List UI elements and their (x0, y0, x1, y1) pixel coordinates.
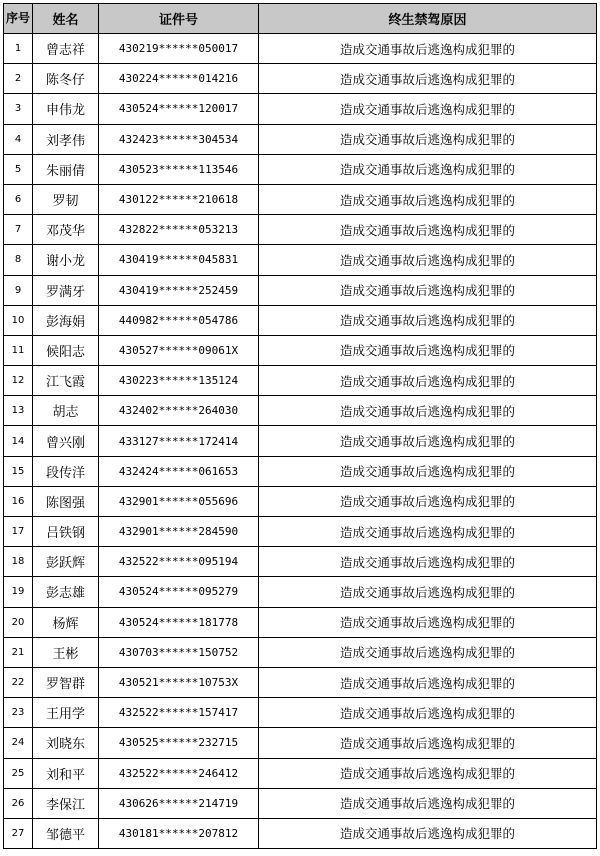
table-row (4, 818, 597, 848)
cell-id: 432522******157417 (99, 698, 259, 728)
cell-id: 430219******050017 (99, 34, 259, 64)
cell-reason: 造成交通事故后逃逸构成犯罪的 (259, 64, 597, 94)
table-row (4, 577, 597, 607)
driving-ban-table (3, 3, 597, 849)
cell-reason: 造成交通事故后逃逸构成犯罪的 (259, 758, 597, 788)
table-row (4, 788, 597, 818)
table-row (4, 547, 597, 577)
table-row (4, 637, 597, 667)
cell-reason: 造成交通事故后逃逸构成犯罪的 (259, 124, 597, 154)
cell-reason: 造成交通事故后逃逸构成犯罪的 (259, 637, 597, 667)
cell-id: 432901******284590 (99, 517, 259, 547)
cell-seq: 7 (4, 215, 33, 245)
cell-reason: 造成交通事故后逃逸构成犯罪的 (259, 275, 597, 305)
cell-id: 432901******055696 (99, 486, 259, 516)
cell-name: 罗智群 (33, 667, 99, 697)
table-row (4, 698, 597, 728)
table-row (4, 366, 597, 396)
cell-reason: 造成交通事故后逃逸构成犯罪的 (259, 154, 597, 184)
cell-name: 刘晓东 (33, 728, 99, 758)
cell-seq: 5 (4, 154, 33, 184)
table-row (4, 396, 597, 426)
cell-reason: 造成交通事故后逃逸构成犯罪的 (259, 305, 597, 335)
cell-seq: 22 (4, 667, 33, 697)
table-row (4, 728, 597, 758)
cell-reason: 造成交通事故后逃逸构成犯罪的 (259, 698, 597, 728)
cell-reason: 造成交通事故后逃逸构成犯罪的 (259, 366, 597, 396)
cell-name: 李保江 (33, 788, 99, 818)
cell-id: 430703******150752 (99, 637, 259, 667)
table-row (4, 305, 597, 335)
cell-id: 432423******304534 (99, 124, 259, 154)
cell-id: 430223******135124 (99, 366, 259, 396)
cell-reason: 造成交通事故后逃逸构成犯罪的 (259, 667, 597, 697)
cell-seq: 12 (4, 366, 33, 396)
header-seq: 序号 (4, 4, 33, 34)
cell-seq: 1 (4, 34, 33, 64)
cell-name: 彭海娟 (33, 305, 99, 335)
cell-seq: 4 (4, 124, 33, 154)
cell-reason: 造成交通事故后逃逸构成犯罪的 (259, 486, 597, 516)
cell-reason: 造成交通事故后逃逸构成犯罪的 (259, 456, 597, 486)
table-row (4, 124, 597, 154)
cell-reason: 造成交通事故后逃逸构成犯罪的 (259, 577, 597, 607)
cell-id: 430626******214719 (99, 788, 259, 818)
table-row (4, 607, 597, 637)
cell-id: 430524******095279 (99, 577, 259, 607)
cell-name: 段传洋 (33, 456, 99, 486)
header-reason: 终生禁驾原因 (259, 4, 597, 34)
cell-id: 430181******207812 (99, 818, 259, 848)
cell-name: 曾兴刚 (33, 426, 99, 456)
cell-seq: 3 (4, 94, 33, 124)
table-row (4, 426, 597, 456)
cell-seq: 8 (4, 245, 33, 275)
cell-name: 王彬 (33, 637, 99, 667)
cell-id: 432522******246412 (99, 758, 259, 788)
cell-reason: 造成交通事故后逃逸构成犯罪的 (259, 245, 597, 275)
cell-name: 陈冬仔 (33, 64, 99, 94)
cell-id: 432424******061653 (99, 456, 259, 486)
cell-name: 胡志 (33, 396, 99, 426)
cell-seq: 13 (4, 396, 33, 426)
cell-name: 朱丽倩 (33, 154, 99, 184)
cell-id: 430521******10753X (99, 667, 259, 697)
cell-id: 430419******252459 (99, 275, 259, 305)
cell-id: 432402******264030 (99, 396, 259, 426)
cell-name: 江飞霞 (33, 366, 99, 396)
table-row (4, 94, 597, 124)
cell-id: 440982******054786 (99, 305, 259, 335)
cell-seq: 15 (4, 456, 33, 486)
cell-id: 433127******172414 (99, 426, 259, 456)
cell-seq: 17 (4, 517, 33, 547)
cell-name: 邓茂华 (33, 215, 99, 245)
cell-seq: 26 (4, 788, 33, 818)
cell-reason: 造成交通事故后逃逸构成犯罪的 (259, 335, 597, 365)
table-row (4, 154, 597, 184)
table-header-row (4, 4, 597, 34)
table-row (4, 275, 597, 305)
cell-reason: 造成交通事故后逃逸构成犯罪的 (259, 184, 597, 214)
cell-seq: 23 (4, 698, 33, 728)
cell-name: 罗满牙 (33, 275, 99, 305)
cell-seq: 18 (4, 547, 33, 577)
cell-reason: 造成交通事故后逃逸构成犯罪的 (259, 94, 597, 124)
cell-name: 邹德平 (33, 818, 99, 848)
cell-name: 彭跃辉 (33, 547, 99, 577)
cell-seq: 2 (4, 64, 33, 94)
cell-reason: 造成交通事故后逃逸构成犯罪的 (259, 788, 597, 818)
cell-reason: 造成交通事故后逃逸构成犯罪的 (259, 607, 597, 637)
cell-name: 刘孝伟 (33, 124, 99, 154)
cell-seq: 25 (4, 758, 33, 788)
cell-id: 430419******045831 (99, 245, 259, 275)
table-row (4, 758, 597, 788)
cell-seq: 24 (4, 728, 33, 758)
header-id: 证件号 (99, 4, 259, 34)
cell-reason: 造成交通事故后逃逸构成犯罪的 (259, 215, 597, 245)
table-row (4, 245, 597, 275)
table-row (4, 667, 597, 697)
table-row (4, 34, 597, 64)
cell-seq: 11 (4, 335, 33, 365)
cell-reason: 造成交通事故后逃逸构成犯罪的 (259, 34, 597, 64)
cell-id: 432822******053213 (99, 215, 259, 245)
cell-name: 陈图强 (33, 486, 99, 516)
cell-name: 谢小龙 (33, 245, 99, 275)
cell-name: 曾志祥 (33, 34, 99, 64)
cell-seq: 9 (4, 275, 33, 305)
cell-seq: 20 (4, 607, 33, 637)
cell-id: 430122******210618 (99, 184, 259, 214)
table-row (4, 64, 597, 94)
cell-id: 430525******232715 (99, 728, 259, 758)
cell-name: 杨辉 (33, 607, 99, 637)
cell-id: 430527******09061X (99, 335, 259, 365)
cell-reason: 造成交通事故后逃逸构成犯罪的 (259, 818, 597, 848)
cell-name: 彭志雄 (33, 577, 99, 607)
cell-name: 吕铁钢 (33, 517, 99, 547)
cell-reason: 造成交通事故后逃逸构成犯罪的 (259, 728, 597, 758)
cell-seq: 27 (4, 818, 33, 848)
table-row (4, 184, 597, 214)
table-row (4, 215, 597, 245)
cell-seq: 6 (4, 184, 33, 214)
cell-seq: 10 (4, 305, 33, 335)
cell-reason: 造成交通事故后逃逸构成犯罪的 (259, 517, 597, 547)
table-row (4, 456, 597, 486)
cell-name: 王用学 (33, 698, 99, 728)
cell-name: 申伟龙 (33, 94, 99, 124)
cell-seq: 19 (4, 577, 33, 607)
table-row (4, 486, 597, 516)
cell-seq: 16 (4, 486, 33, 516)
cell-id: 430524******181778 (99, 607, 259, 637)
cell-reason: 造成交通事故后逃逸构成犯罪的 (259, 426, 597, 456)
cell-id: 430224******014216 (99, 64, 259, 94)
cell-seq: 21 (4, 637, 33, 667)
cell-id: 430524******120017 (99, 94, 259, 124)
cell-name: 候阳志 (33, 335, 99, 365)
cell-id: 432522******095194 (99, 547, 259, 577)
cell-id: 430523******113546 (99, 154, 259, 184)
table-row (4, 335, 597, 365)
cell-reason: 造成交通事故后逃逸构成犯罪的 (259, 396, 597, 426)
header-name: 姓名 (33, 4, 99, 34)
cell-name: 刘和平 (33, 758, 99, 788)
table-row (4, 517, 597, 547)
table-body (4, 34, 597, 849)
cell-seq: 14 (4, 426, 33, 456)
cell-reason: 造成交通事故后逃逸构成犯罪的 (259, 547, 597, 577)
cell-name: 罗韧 (33, 184, 99, 214)
